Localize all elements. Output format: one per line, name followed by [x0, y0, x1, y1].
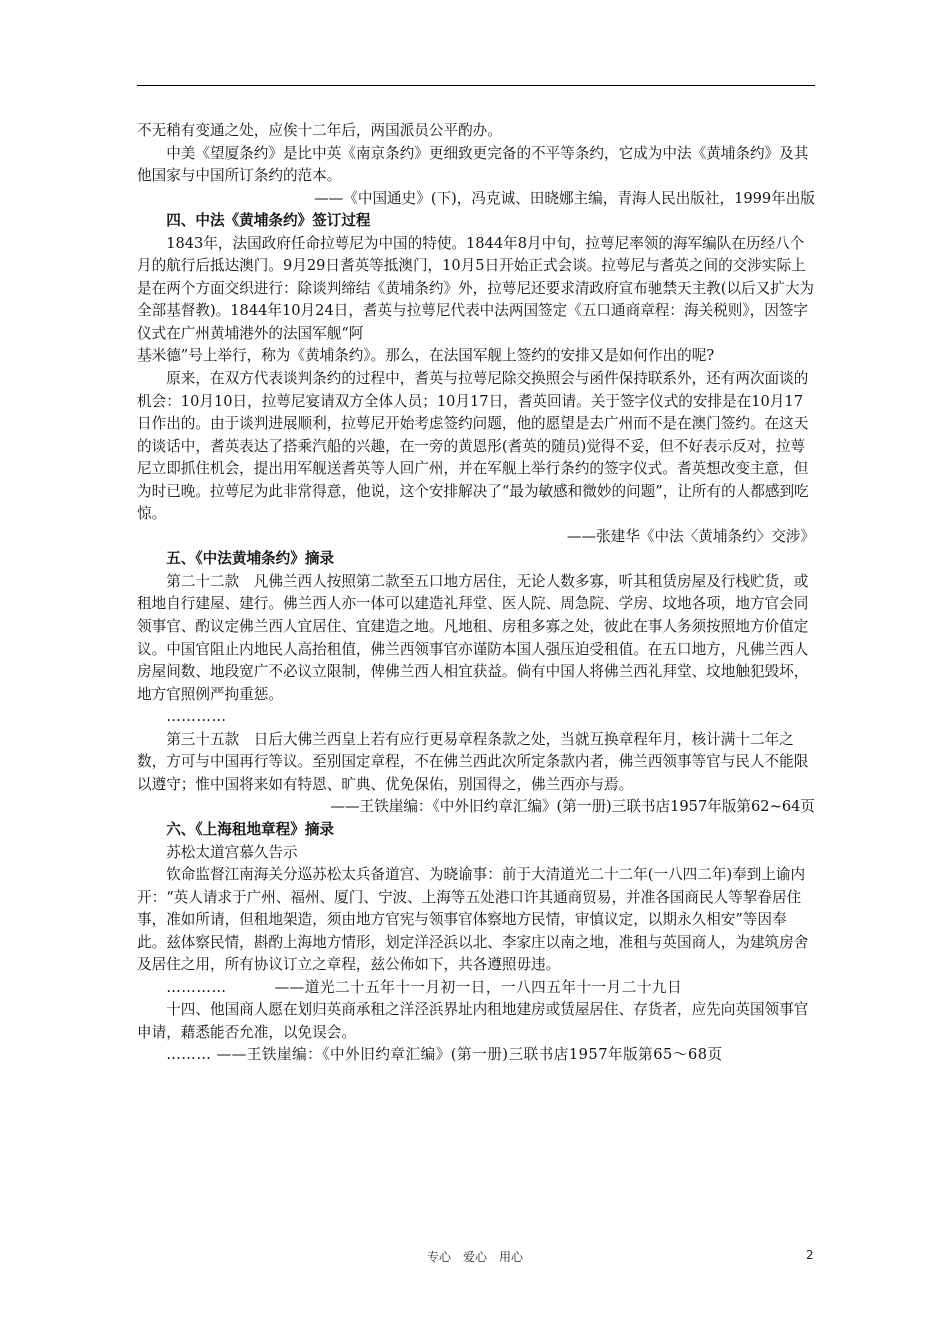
- section-heading: 四、中法《黄埔条约》签订过程: [166, 212, 371, 230]
- date-line: [137, 977, 815, 1000]
- page-number: 2: [806, 1248, 814, 1262]
- final-citation: [137, 1044, 815, 1067]
- header-rule: [137, 85, 815, 86]
- section-heading: 六、《上海租地章程》摘录: [166, 820, 335, 838]
- paragraph-list: [137, 120, 815, 977]
- date-text: ——道光二十五年十一月初一日，一八四五年十一月二十九日: [274, 978, 683, 996]
- paragraph: …………: [166, 708, 227, 726]
- article-14: 十四、他国商人愿在划归英商承租之洋泾浜界址内租地建房或赁屋居住、存货者，应先向英国领事官申请，藉悉能否允准，以免误会。: [137, 1001, 809, 1041]
- paragraph: 第二十二款 凡佛兰西人按照第二款至五口地方居住，无论人数多寡，听其租赁房屋及行栈贮货，或租地自行建屋、建行。佛兰西人亦一体可以建造礼拜堂、医人院、周急院、学房、坟地各项，地方官会同领事官、酌议定佛兰西人宜居住、宜建造之地。凡地租、房租多寡之处，彼此在事人务须按照地方价值定议。中国官阻止内地民人高抬租值，佛兰西领事官亦谨防本国人强压迫受租值。在五口地方，凡佛兰西人房屋间数、地段宽广不必议立限制，俾佛兰西人相宜获益。倘有中国人将佛兰西礼拜堂、坟地触犯毁坏，地方官照例严拘重惩。: [137, 572, 809, 703]
- citation: ——王铁崖编：《中外旧约章汇编》(第一册)三联书店1957年版第62~64页: [330, 798, 815, 816]
- paragraph: 基米德”号上举行，称为《黄埔条约》。那么，在法国军舰上签约的安排又是如何作出的呢?: [137, 347, 715, 365]
- paragraph: 中美《望厦条约》是比中英《南京条约》更细致更完备的不平等条约，它成为中法《黄埔条约》及其他国家与中国所订条约的范本。: [137, 144, 809, 185]
- document-body: [137, 120, 815, 1067]
- citation: ——张建华《中法〈黄埔条约〉交涉》: [566, 527, 815, 545]
- paragraph: 苏松太道宫慕久告示: [166, 843, 298, 861]
- paragraph: 原来，在双方代表谈判条约的过程中，耆英与拉萼尼除交换照会与函件保持联系外，还有两次面谈的机会：10月10日，拉萼尼宴请双方全体人员；10月17日，耆英回请。关于签字仪式的安排是在10月17日作出的。由于谈判进展顺利，拉萼尼开始考虑签约问题，他的愿望是去广州而不是在澳门签约。在这天的谈话中，耆英表达了搭乘汽船的兴趣，在一旁的黄恩彤(耆英的随员)觉得不妥，但不好表示反对，拉萼尼立即抓住机会，提出用军舰送耆英等人回广州，并在军舰上举行条约的签字仪式。耆英想改变主意，但为时已晚。拉萼尼为此非常得意，他说，这个安排解决了“最为敏感和微妙的问题”，让所有的人都感到吃惊。: [137, 370, 809, 523]
- paragraph: 不无稍有变通之处，应俟十二年后，两国派员公平酌办。: [137, 122, 502, 139]
- section-heading: 五、《中法黄埔条约》摘录: [166, 550, 335, 568]
- paragraph: 第三十五款 日后大佛兰西皇上若有应行更易章程条款之处，当就互换章程年月，核计满十二年之数，方可与中国再行等议。至别国定章程，不在佛兰西此次所定条款内者，佛兰西领事等官与民人不能限以遵守；惟中国将来如有特恩、旷典、优免保佑，别国得之，佛兰西亦与焉。: [137, 730, 809, 793]
- ellipsis: …………: [166, 978, 227, 996]
- paragraph: 钦命监督江南海关分巡苏松太兵备道宫、为晓谕事：前于大清道光二十二年(一八四二年)奉到上谕内开：“英人请求于广州、福州、厦门、宁波、上海等五处港口许其通商贸易，并准各国商民人等挈眷居住事，准如所请，但租地架造，须由地方官宪与领事官体察地方民情，审慎议定，以期永久相安”等因奉此。兹体察民情，斟酌上海地方情形，划定洋泾浜以北、李家庄以南之地，准租与英国商人，为建筑房舍及居住之用，所有协议订立之章程，兹公佈如下，共各遵照毋违。: [137, 866, 809, 974]
- paragraph: 1843年，法国政府任命拉萼尼为中国的特使。1844年8月中旬，拉萼尼率领的海军编队在历经八个月的航行后抵达澳门。9月29日耆英等抵澳门，10月5日开始正式会谈。拉萼尼与耆英之间的交涉实际上是在两个方面交织进行：除谈判缔结《黄埔条约》外，拉萼尼还要求清政府宣布驰禁天主教(以后又扩大为全部基督教)。1844年10月24日，耆英与拉萼尼代表中法两国签定《五口通商章程：海关税则》，因签字仪式在广州黄埔港外的法国军舰“阿: [137, 234, 815, 342]
- citation: ——《中国通史》(下)，冯克诚、田晓娜主编，青海人民出版社，1999年出版: [314, 189, 815, 207]
- ellipsis: ………: [166, 1046, 212, 1064]
- footer-motto: 专心 爱心 用心: [426, 1250, 523, 1264]
- citation-text: ——王铁崖编：《中外旧约章汇编》(第一册)三联书店1957年版第65～68页: [216, 1046, 723, 1064]
